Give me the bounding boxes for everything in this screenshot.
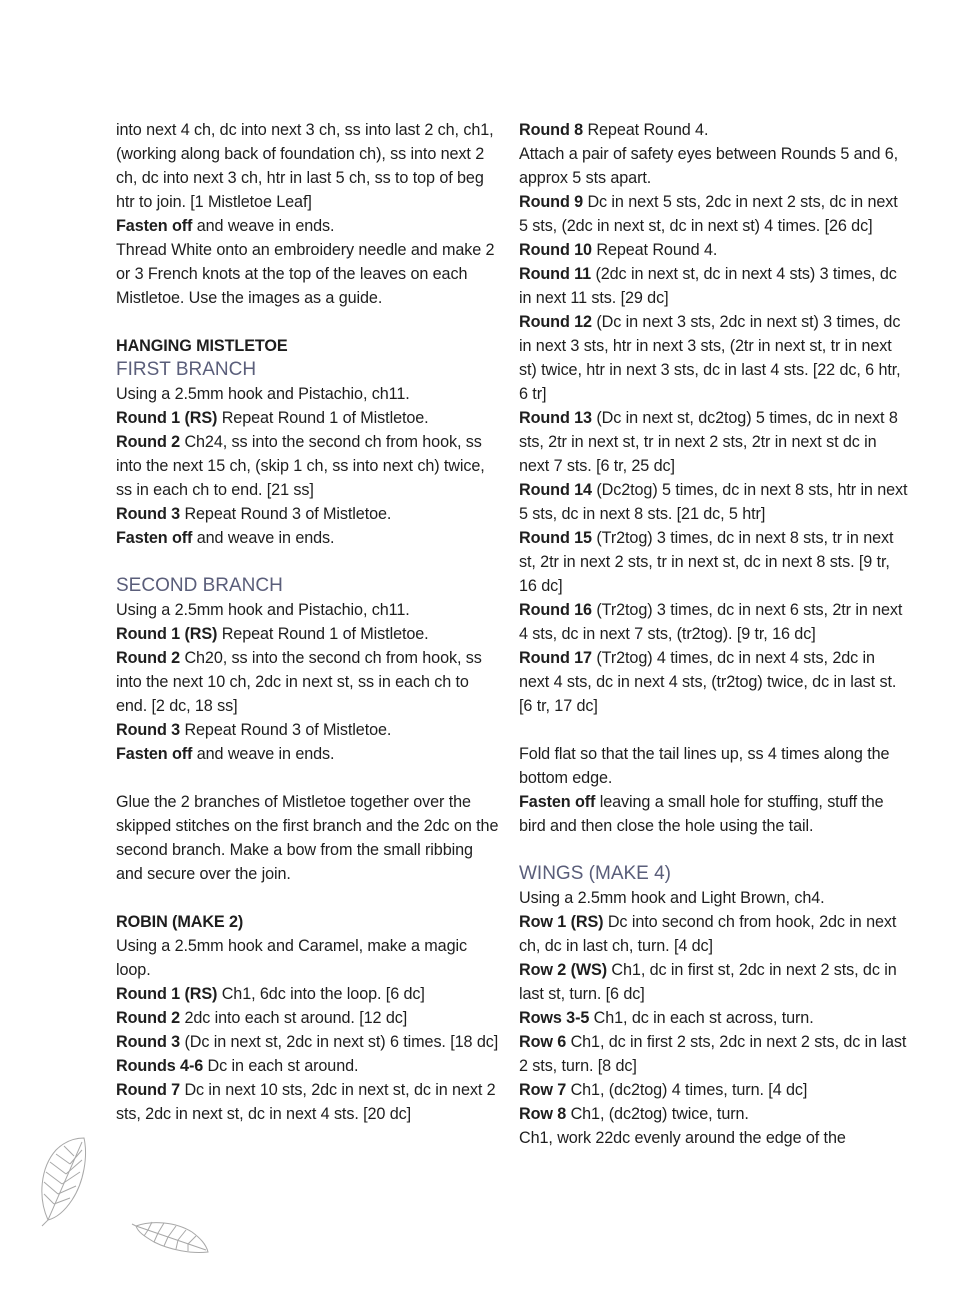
text-run: and weave in ends. (192, 745, 335, 763)
text-run: Dc into second ch from hook, 2dc in next ch, dc in last ch, turn. [4 dc] (519, 913, 897, 955)
paragraph (116, 790, 501, 886)
text-run: (Tr2tog) 4 times, dc in next 4 sts, 2dc in next 4 sts, dc in next 4 sts, (tr2tog) twice, dc in last st. [6 tr, 17 dc] (519, 649, 897, 715)
spacer (519, 718, 909, 742)
paragraph (116, 502, 501, 526)
paragraph (116, 1054, 501, 1078)
paragraph (519, 1126, 909, 1150)
bold-label: Row 8 (519, 1105, 567, 1123)
text-run: 2dc into each st around. [12 dc] (180, 1009, 408, 1027)
spacer (116, 886, 501, 910)
paragraph (116, 526, 501, 550)
paragraph (519, 790, 909, 838)
text-run: Ch1, dc in first 2 sts, 2dc in next 2 sts, dc in last 2 sts, turn. [8 dc] (519, 1033, 907, 1075)
text-run: (Dc in next st, dc2tog) 5 times, dc in next 8 sts, 2tr in next st, tr in next 2 sts, 2tr in next st dc in next 7 sts. [6 tr, 25 dc] (519, 409, 898, 475)
text-run: into next 4 ch, dc into next 3 ch, ss into last 2 ch, ch1, (working along back of foundation ch), ss into next 2 ch, dc into next 3 ch, htr in last 5 ch, ss to top of beg htr to join. [1 Mistletoe Leaf] (116, 121, 494, 211)
paragraph (116, 742, 501, 766)
paragraph (519, 1078, 909, 1102)
paragraph (519, 910, 909, 958)
paragraph (519, 142, 909, 190)
bold-label: Round 7 (116, 1081, 181, 1099)
left-column (116, 118, 501, 1126)
text-run: Ch1, dc in first st, 2dc in next 2 sts, dc in last st, turn. [6 dc] (519, 961, 897, 1003)
subsection-heading: FIRST BRANCH (116, 359, 257, 380)
text-run: Ch1, 6dc into the loop. [6 dc] (217, 985, 425, 1003)
text-run: Using a 2.5mm hook and Light Brown, ch4. (519, 889, 825, 907)
text-run: Ch20, ss into the second ch from hook, ss into the next 10 ch, 2dc in next st, ss in each ch to end. [2 dc, 18 ss] (116, 649, 482, 715)
text-run: and weave in ends. (192, 217, 335, 235)
bold-label: Round 2 (116, 433, 181, 451)
paragraph (116, 598, 501, 622)
text-run: Ch24, ss into the second ch from hook, ss into the next 15 ch, (skip 1 ch, ss into next ch) twice, ss in each ch to end. [21 ss] (116, 433, 485, 499)
spacer (116, 550, 501, 574)
bold-label: Round 3 (116, 505, 181, 523)
bold-label: Round 1 (RS) (116, 625, 218, 643)
leaf-illustration-lying (130, 1218, 215, 1258)
paragraph (519, 262, 909, 310)
text-run: (Dc in next st, 2dc in next st) 6 times. [18 dc] (180, 1033, 499, 1051)
paragraph (519, 310, 909, 406)
text-run: (2dc in next st, dc in next 4 sts) 3 times, dc in next 11 sts. [29 dc] (519, 265, 897, 307)
text-run: Using a 2.5mm hook and Pistachio, ch11. (116, 601, 410, 619)
text-run: Fold flat so that the tail lines up, ss 4 times along the bottom edge. (519, 745, 890, 787)
paragraph (519, 1006, 909, 1030)
text-run: Thread White onto an embroidery needle and make 2 or 3 French knots at the top of the leaves on each Mistletoe. Use the images as a guide. (116, 241, 495, 307)
paragraph (116, 1078, 501, 1126)
spacer (116, 310, 501, 334)
bold-label: Round 1 (RS) (116, 409, 218, 427)
spacer (116, 766, 501, 790)
paragraph (116, 1006, 501, 1030)
text-run: Ch1, (dc2tog) 4 times, turn. [4 dc] (566, 1081, 808, 1099)
paragraph (116, 214, 501, 238)
paragraph (116, 646, 501, 718)
bold-label: Row 6 (519, 1033, 567, 1051)
text-run: Dc in next 5 sts, 2dc in next 2 sts, dc in next 5 sts, (2dc in next st, dc in next st) 4 times. [26 dc] (519, 193, 898, 235)
spacer (519, 838, 909, 862)
bold-label: Round 1 (RS) (116, 985, 218, 1003)
text-run: Dc in next 10 sts, 2dc in next st, dc in next 2 sts, 2dc in next st, dc in next 4 sts. [20 dc] (116, 1081, 496, 1123)
text-run: Using a 2.5mm hook and Caramel, make a magic loop. (116, 937, 467, 979)
bold-label: Round 10 (519, 241, 592, 259)
paragraph (519, 238, 909, 262)
bold-label: Round 12 (519, 313, 592, 331)
bold-label: Row 7 (519, 1081, 567, 1099)
right-column (519, 118, 909, 1150)
paragraph (116, 382, 501, 406)
paragraph (116, 118, 501, 214)
leaf-icon (42, 1138, 86, 1226)
bold-label: Round 11 (519, 265, 592, 283)
subsection-heading: WINGS (MAKE 4) (519, 863, 672, 884)
bold-label: Rows 3-5 (519, 1009, 590, 1027)
text-run: Repeat Round 4. (583, 121, 709, 139)
bold-label: Fasten off (116, 217, 193, 235)
paragraph (519, 598, 909, 646)
text-run: Glue the 2 branches of Mistletoe together over the skipped stitches on the first branch and the 2dc on the second branch. Make a bow from the small ribbing and secure over the join. (116, 793, 499, 883)
paragraph (519, 406, 909, 478)
paragraph (116, 718, 501, 742)
paragraph (116, 982, 501, 1006)
text-run: Repeat Round 4. (591, 241, 718, 259)
text-run: Using a 2.5mm hook and Pistachio, ch11. (116, 385, 410, 403)
paragraph (116, 934, 501, 982)
bold-label: Round 8 (519, 121, 584, 139)
text-run: Repeat Round 3 of Mistletoe. (180, 505, 392, 523)
text-run: leaving a small hole for stuffing, stuff the bird and then close the hole using the tail. (519, 793, 884, 835)
text-run: Ch1, dc in each st across, turn. (589, 1009, 814, 1027)
paragraph (519, 478, 909, 526)
bold-label: Round 15 (519, 529, 592, 547)
paragraph (519, 646, 909, 718)
text-run: (Dc in next 3 sts, 2dc in next st) 3 times, dc in next 3 sts, htr in next 3 sts, (2tr in next st, tr in next st) twice, htr in next 3 sts, dc in last 4 sts. [22 dc, 6 htr, 6 tr] (519, 313, 901, 403)
paragraph (519, 526, 909, 598)
text-run: Repeat Round 1 of Mistletoe. (217, 409, 429, 427)
paragraph (116, 238, 501, 310)
paragraph (519, 118, 909, 142)
text-run: (Dc2tog) 5 times, dc in next 8 sts, htr in next 5 sts, dc in next 8 sts. [21 dc, 5 htr] (519, 481, 908, 523)
text-run: Ch1, (dc2tog) twice, turn. (566, 1105, 749, 1123)
paragraph (116, 1030, 501, 1054)
bold-label: Round 3 (116, 721, 181, 739)
leaf-icon (132, 1222, 208, 1253)
paragraph (116, 430, 501, 502)
text-run: (Tr2tog) 3 times, dc in next 8 sts, tr in next st, 2tr in next 2 sts, tr in next st, dc in next 8 sts. [9 tr, 16 dc] (519, 529, 894, 595)
paragraph (519, 742, 909, 790)
bold-label: Round 9 (519, 193, 584, 211)
section-heading: HANGING MISTLETOE (116, 337, 288, 355)
bold-label: Round 16 (519, 601, 592, 619)
text-run: Ch1, work 22dc evenly around the edge of the (519, 1129, 846, 1147)
text-run: Repeat Round 3 of Mistletoe. (180, 721, 392, 739)
paragraph (116, 406, 501, 430)
bold-label: Fasten off (116, 529, 193, 547)
text-run: and weave in ends. (192, 529, 335, 547)
bold-label: Round 2 (116, 649, 181, 667)
bold-label: Round 13 (519, 409, 592, 427)
bold-label: Round 2 (116, 1009, 181, 1027)
bold-label: Row 2 (WS) (519, 961, 608, 979)
bold-label: Round 3 (116, 1033, 181, 1051)
paragraph (519, 886, 909, 910)
paragraph (519, 1102, 909, 1126)
leaf-illustration-upright (30, 1128, 100, 1228)
text-run: Dc in each st around. (203, 1057, 359, 1075)
bold-label: Rounds 4-6 (116, 1057, 204, 1075)
text-run: Repeat Round 1 of Mistletoe. (217, 625, 429, 643)
text-run: Attach a pair of safety eyes between Rounds 5 and 6, approx 5 sts apart. (519, 145, 899, 187)
bold-label: Fasten off (519, 793, 596, 811)
text-run: (Tr2tog) 3 times, dc in next 6 sts, 2tr in next 4 sts, dc in next 7 sts, (tr2tog). [9 tr, 16 dc] (519, 601, 903, 643)
paragraph (519, 958, 909, 1006)
paragraph (519, 190, 909, 238)
bold-label: Round 14 (519, 481, 592, 499)
bold-label: Row 1 (RS) (519, 913, 604, 931)
bold-label: Round 17 (519, 649, 592, 667)
section-heading: ROBIN (MAKE 2) (116, 913, 244, 931)
bold-label: Fasten off (116, 745, 193, 763)
paragraph (116, 622, 501, 646)
paragraph (519, 1030, 909, 1078)
subsection-heading: SECOND BRANCH (116, 575, 283, 596)
